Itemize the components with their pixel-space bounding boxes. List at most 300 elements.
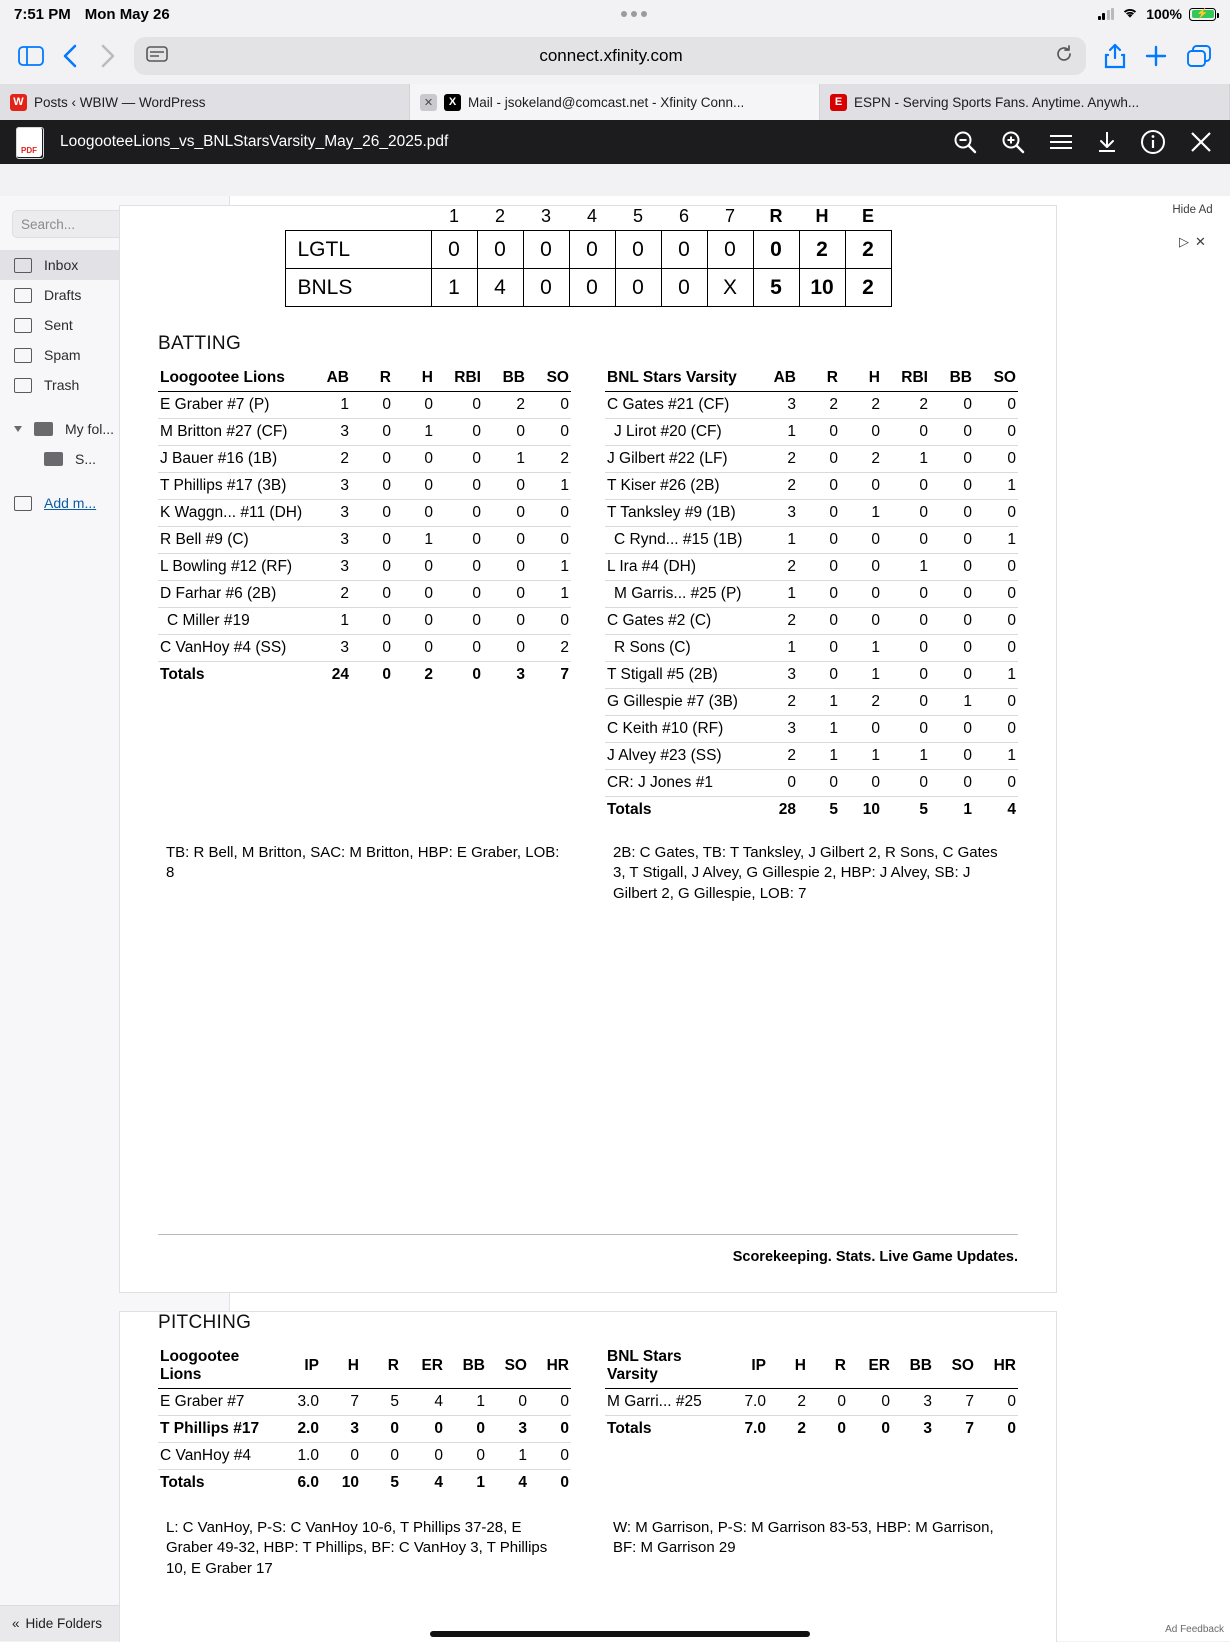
inning-header: 5 (632, 206, 643, 226)
stat-cell: 3.0 (277, 1389, 321, 1416)
stat-cell: 1 (754, 635, 798, 662)
pitcher-name: T Phillips #17 (158, 1416, 277, 1443)
trash-icon (14, 378, 32, 393)
stat-cell: 0 (840, 716, 882, 743)
sidebar-item-label: My fol... (65, 421, 115, 437)
totals-cell: 5 (798, 797, 840, 824)
pdf-scroll-area[interactable] (120, 196, 1056, 1641)
stat-cell: 0 (882, 689, 930, 716)
player-name: C Gates #21 (CF) (605, 392, 754, 419)
totals-cell: 3 (483, 662, 527, 689)
stat-cell: 0 (483, 635, 527, 662)
stat-cell: 0 (808, 1389, 848, 1416)
inning-runs: 0 (615, 231, 661, 269)
player-name: C VanHoy #4 (SS) (158, 635, 307, 662)
status-time: 7:51 PM (14, 5, 71, 23)
stat-cell: 0 (435, 419, 483, 446)
col-ip: IP (724, 1344, 768, 1389)
tab-close-icon[interactable]: ✕ (420, 94, 437, 111)
stat-cell: 0 (483, 554, 527, 581)
inning-runs: 1 (431, 269, 477, 307)
stat-cell: 0 (798, 608, 840, 635)
total-errors: 2 (845, 269, 891, 307)
stat-cell: 0 (401, 1443, 445, 1470)
player-name: T Tanksley #9 (1B) (605, 500, 754, 527)
stat-cell: 0 (393, 581, 435, 608)
stat-cell: 2 (754, 743, 798, 770)
stat-cell: 1 (527, 473, 571, 500)
stat-cell: 3 (487, 1416, 529, 1443)
player-name: J Lirot #20 (CF) (605, 419, 754, 446)
stat-cell: 0 (483, 473, 527, 500)
table-row (605, 473, 1018, 500)
wifi-icon (1121, 6, 1139, 22)
browser-tab-2[interactable] (820, 84, 1230, 120)
totals-row (605, 1416, 1018, 1443)
play-icon[interactable]: ▷ (1179, 234, 1190, 249)
stat-cell: 3 (307, 473, 351, 500)
stat-cell: 0 (976, 1389, 1018, 1416)
stat-cell: 0 (527, 500, 571, 527)
batting-notes-away (158, 843, 571, 904)
table-row (605, 743, 1018, 770)
stat-cell: 0 (798, 500, 840, 527)
team-name-header: Loogootee Lions (158, 1344, 277, 1389)
ad-panel (1155, 196, 1230, 1641)
zoom-in-icon[interactable] (1000, 129, 1026, 155)
sidebar-item-label: Sent (44, 317, 73, 333)
linescore-corner (285, 206, 431, 231)
stat-cell: 0 (435, 500, 483, 527)
stat-cell: 0 (435, 554, 483, 581)
table-row (605, 689, 1018, 716)
table-row (605, 554, 1018, 581)
stat-cell: 3 (754, 392, 798, 419)
add-mail-label: Add m... (44, 495, 97, 511)
totals-cell: 3 (892, 1416, 934, 1443)
reader-icon[interactable] (146, 45, 168, 67)
stat-cell: 0 (798, 662, 840, 689)
table-row (605, 1389, 1018, 1416)
stat-cell: 0 (848, 1389, 892, 1416)
ios-status-bar (0, 0, 1230, 28)
player-name: J Bauer #16 (1B) (158, 446, 307, 473)
stat-cell: 2 (840, 446, 882, 473)
stat-cell: 2 (768, 1389, 808, 1416)
notes-text: W: M Garrison, P-S: M Garrison 83-53, HBP: M Garrison, BF: M Garrison 29 (613, 1519, 994, 1557)
pitching-home-column (605, 1344, 1018, 1496)
stat-cell: 1 (930, 689, 974, 716)
col-rbi: RBI (882, 365, 930, 392)
sidebar-item-label: Drafts (44, 287, 82, 303)
stat-cell: 3 (754, 716, 798, 743)
linescore-header-row (285, 206, 891, 231)
stat-cell: 0 (351, 527, 393, 554)
table-row (605, 446, 1018, 473)
back-icon[interactable] (62, 43, 80, 69)
share-icon[interactable] (1104, 43, 1126, 69)
chevron-left-double-icon: « (12, 1616, 20, 1631)
dynamic-island-dots (170, 11, 1098, 17)
notes-text: TB: R Bell, M Britton, SAC: M Britton, HBP: E Graber, LOB: 8 (166, 844, 560, 882)
table-row (158, 473, 571, 500)
stat-cell: 7 (934, 1389, 976, 1416)
stat-cell: 0 (882, 635, 930, 662)
stat-cell: 0 (974, 689, 1018, 716)
totals-row (158, 662, 571, 689)
player-name: E Graber #7 (P) (158, 392, 307, 419)
col-h: H (393, 365, 435, 392)
stat-cell: 0 (974, 635, 1018, 662)
stat-cell: 0 (840, 581, 882, 608)
table-row (605, 581, 1018, 608)
stat-cell: 3 (307, 527, 351, 554)
cellular-signal-icon (1098, 8, 1115, 20)
sidebar-item-label: Inbox (44, 257, 79, 273)
close-icon[interactable] (1188, 129, 1214, 155)
totals-cell: 4 (401, 1470, 445, 1497)
totals-cell: 28 (754, 797, 798, 824)
tab-label: Mail - jsokeland@comcast.net - Xfinity Conn... (468, 94, 745, 110)
player-name: D Farhar #6 (2B) (158, 581, 307, 608)
stat-cell: 1 (754, 419, 798, 446)
stat-cell: 7 (321, 1389, 361, 1416)
col-bb: BB (930, 365, 974, 392)
pitcher-name: E Graber #7 (158, 1389, 277, 1416)
totals-cell: 1 (930, 797, 974, 824)
stat-cell: 0 (882, 662, 930, 689)
folder-icon (44, 452, 63, 466)
stat-cell: 3 (307, 419, 351, 446)
stat-cell: 0 (351, 392, 393, 419)
stat-cell: 0 (930, 500, 974, 527)
info-icon[interactable] (1140, 129, 1166, 155)
inning-runs: 4 (477, 269, 523, 307)
pitcher-name: C VanHoy #4 (158, 1443, 277, 1470)
inning-runs: X (707, 269, 753, 307)
spam-icon (14, 348, 32, 363)
player-name: T Phillips #17 (3B) (158, 473, 307, 500)
stat-cell: 0 (351, 635, 393, 662)
player-name: G Gillespie #7 (3B) (605, 689, 754, 716)
stat-cell: 1 (393, 419, 435, 446)
stat-cell: 0 (527, 527, 571, 554)
stat-cell: 0 (401, 1416, 445, 1443)
player-name: CR: J Jones #1 (605, 770, 754, 797)
batting-home-column (605, 365, 1018, 823)
stat-cell: 0 (393, 392, 435, 419)
table-row (158, 554, 571, 581)
stat-cell: 0 (882, 770, 930, 797)
stat-cell: 0 (754, 770, 798, 797)
inning-header: 1 (448, 206, 459, 226)
col-h: H (768, 1344, 808, 1389)
stat-cell: 1 (840, 662, 882, 689)
batting-table-home (605, 365, 1018, 823)
stat-cell: 1 (974, 527, 1018, 554)
table-row (605, 392, 1018, 419)
team-name-header: BNL Stars Varsity (605, 1344, 724, 1389)
stat-cell: 0 (487, 1389, 529, 1416)
stat-cell: 0 (974, 581, 1018, 608)
stat-cell: 0 (393, 446, 435, 473)
inning-runs: 0 (523, 269, 569, 307)
stat-cell: 2 (840, 392, 882, 419)
stat-cell: 0 (435, 608, 483, 635)
pitching-section-title: PITCHING (158, 1312, 252, 1333)
stat-cell: 0 (930, 554, 974, 581)
stat-cell: 0 (483, 500, 527, 527)
inning-header: 6 (678, 206, 689, 226)
stat-cell: 2.0 (277, 1416, 321, 1443)
stat-cell: 0 (351, 473, 393, 500)
col-h: H (840, 365, 882, 392)
pitching-notes-away (158, 1518, 571, 1579)
totals-label: Totals (605, 797, 754, 824)
totals-cell: 5 (882, 797, 930, 824)
envelope-icon (14, 258, 32, 273)
pdf-page-2 (120, 1312, 1056, 1642)
stat-cell: 2 (483, 392, 527, 419)
table-row (158, 1443, 571, 1470)
pitching-table-away (158, 1344, 571, 1496)
stat-cell: 0 (840, 608, 882, 635)
col-hr: HR (529, 1344, 571, 1389)
zoom-out-icon[interactable] (952, 129, 978, 155)
col-bb: BB (445, 1344, 487, 1389)
inning-runs: 0 (661, 269, 707, 307)
stat-cell: 0 (393, 608, 435, 635)
stat-cell: 2 (882, 392, 930, 419)
hide-folders-label: Hide Folders (25, 1616, 103, 1631)
total-runs: 5 (753, 269, 799, 307)
stat-cell: 0 (882, 500, 930, 527)
stat-cell: 0 (435, 635, 483, 662)
stat-cell: 0 (882, 608, 930, 635)
stat-cell: 0 (321, 1443, 361, 1470)
stat-cell: 0 (798, 581, 840, 608)
stat-cell: 3 (307, 635, 351, 662)
stat-cell: 0 (930, 446, 974, 473)
stat-cell: 0 (882, 419, 930, 446)
stat-cell: 0 (529, 1443, 571, 1470)
col-r: R (361, 1344, 401, 1389)
battery-percent: 100% (1146, 6, 1182, 22)
player-name: R Sons (C) (605, 635, 754, 662)
totals-cell: 4 (974, 797, 1018, 824)
stat-cell: 0 (351, 581, 393, 608)
col-r: R (351, 365, 393, 392)
menu-icon[interactable] (1048, 133, 1074, 151)
stat-cell: 1.0 (277, 1443, 321, 1470)
stat-cell: 1 (445, 1389, 487, 1416)
col-so: SO (487, 1344, 529, 1389)
address-bar[interactable] (134, 37, 1086, 75)
pdf-file-icon: PDF (16, 127, 42, 157)
stat-cell: 0 (930, 770, 974, 797)
stat-cell: 0 (930, 581, 974, 608)
total-hits: 2 (799, 231, 845, 269)
stat-cell: 1 (798, 716, 840, 743)
stat-cell: 1 (527, 554, 571, 581)
stat-cell: 3 (307, 500, 351, 527)
notes-text: 2B: C Gates, TB: T Tanksley, J Gilbert 2, R Sons, C Gates 3, T Stigall, J Alvey, G Gillespie 2, HBP: J Alvey, SB: J Gilbert 2, G Gillespie, LOB: 7 (613, 844, 998, 902)
stat-cell: 0 (798, 527, 840, 554)
new-tab-icon[interactable] (1144, 44, 1168, 68)
download-icon[interactable] (1096, 130, 1118, 154)
table-row (605, 500, 1018, 527)
stat-cell: 0 (882, 581, 930, 608)
batting-section-title: BATTING (158, 333, 242, 354)
stat-cell: 0 (974, 554, 1018, 581)
stat-cell: 0 (351, 446, 393, 473)
player-name: R Bell #9 (C) (158, 527, 307, 554)
chevron-down-icon[interactable] (14, 426, 22, 432)
totals-cell: 6.0 (277, 1470, 321, 1497)
stat-cell: 2 (527, 635, 571, 662)
col-er: ER (401, 1344, 445, 1389)
sidebar-item-label: Spam (44, 347, 81, 363)
col-hr: HR (976, 1344, 1018, 1389)
stat-cell: 0 (930, 392, 974, 419)
stat-cell: 1 (840, 500, 882, 527)
stat-cell: 0 (930, 527, 974, 554)
favicon-wordpress: W (10, 94, 27, 111)
envelope-icon (14, 496, 32, 511)
favicon-xfinity: X (444, 94, 461, 111)
stat-cell: 0 (527, 608, 571, 635)
col-bb: BB (892, 1344, 934, 1389)
stat-cell: 0 (930, 662, 974, 689)
team-name-header: Loogootee Lions (158, 365, 307, 392)
totals-cell: 1 (445, 1470, 487, 1497)
close-icon[interactable]: ✕ (1195, 234, 1206, 249)
col-er: ER (848, 1344, 892, 1389)
stat-cell: 1 (798, 743, 840, 770)
player-name: C Gates #2 (C) (605, 608, 754, 635)
stat-cell: 0 (882, 473, 930, 500)
stat-cell: 0 (529, 1389, 571, 1416)
stat-cell: 2 (754, 608, 798, 635)
team-name-header: BNL Stars Varsity (605, 365, 754, 392)
stat-cell: 0 (393, 635, 435, 662)
table-row (158, 446, 571, 473)
stat-cell: 0 (974, 419, 1018, 446)
stat-cell: 0 (798, 473, 840, 500)
stat-cell: 0 (798, 446, 840, 473)
team-abbr: LGTL (285, 231, 431, 269)
stat-cell: 1 (840, 635, 882, 662)
stat-cell: 3 (754, 500, 798, 527)
stat-cell: 0 (798, 554, 840, 581)
runs-header: R (769, 206, 783, 226)
stat-cell: 0 (445, 1416, 487, 1443)
notes-text: L: C VanHoy, P-S: C VanHoy 10-6, T Phillips 37-28, E Graber 49-32, HBP: T Phillips, BF: C VanHoy 3, T Phillips 10, E Graber 17 (166, 1519, 548, 1577)
totals-label: Totals (158, 1470, 277, 1497)
player-name: C Keith #10 (RF) (605, 716, 754, 743)
stat-cell: 2 (754, 473, 798, 500)
totals-cell: 0 (529, 1470, 571, 1497)
tab-strip (0, 84, 1230, 120)
reload-icon[interactable] (1054, 44, 1074, 68)
totals-cell: 7.0 (724, 1416, 768, 1443)
col-so: SO (934, 1344, 976, 1389)
col-so: SO (527, 365, 571, 392)
ad-feedback-label[interactable]: Ad Feedback (1165, 1624, 1224, 1635)
stat-cell: 5 (361, 1389, 401, 1416)
sidebar-item-label: Trash (44, 377, 80, 393)
stat-cell: 0 (930, 635, 974, 662)
col-ip: IP (277, 1344, 321, 1389)
horizontal-scrollbar[interactable] (430, 1631, 810, 1637)
total-errors: 2 (845, 231, 891, 269)
stat-cell: 0 (798, 770, 840, 797)
table-row (158, 392, 571, 419)
batting-notes-home (605, 843, 1018, 904)
inning-header: 4 (586, 206, 597, 226)
tab-overview-icon[interactable] (1186, 44, 1212, 68)
totals-cell: 2 (768, 1416, 808, 1443)
table-row (158, 527, 571, 554)
stat-cell: 0 (435, 581, 483, 608)
totals-row (605, 797, 1018, 824)
stat-cell: 0 (798, 419, 840, 446)
stat-cell: 0 (529, 1416, 571, 1443)
col-ab: AB (307, 365, 351, 392)
stat-cell: 0 (351, 500, 393, 527)
table-row (605, 716, 1018, 743)
stat-cell: 0 (974, 446, 1018, 473)
player-name: J Alvey #23 (SS) (605, 743, 754, 770)
linescore-row-away (285, 231, 891, 269)
inning-runs: 0 (569, 269, 615, 307)
stat-cell: 0 (351, 554, 393, 581)
stat-cell: 0 (974, 770, 1018, 797)
browser-tab-0[interactable] (0, 84, 410, 120)
battery-icon: ⚡ (1189, 8, 1216, 21)
stat-cell: 2 (840, 689, 882, 716)
stat-cell: 1 (840, 743, 882, 770)
stat-cell: 2 (307, 446, 351, 473)
stat-cell: 1 (882, 446, 930, 473)
totals-label: Totals (605, 1416, 724, 1443)
hide-ad-button[interactable]: Hide Ad (1172, 204, 1213, 216)
player-name: M Britton #27 (CF) (158, 419, 307, 446)
stat-cell: 0 (798, 635, 840, 662)
table-row (605, 608, 1018, 635)
stat-cell: 1 (974, 743, 1018, 770)
stat-cell: 0 (483, 581, 527, 608)
sidebar-icon[interactable] (18, 45, 44, 67)
table-row (605, 419, 1018, 446)
totals-cell: 5 (361, 1470, 401, 1497)
table-row (605, 770, 1018, 797)
stat-cell: 1 (754, 581, 798, 608)
player-name: J Gilbert #22 (LF) (605, 446, 754, 473)
hits-header: H (815, 206, 829, 226)
table-row (158, 608, 571, 635)
browser-tab-1[interactable] (410, 84, 820, 120)
stat-cell: 0 (393, 500, 435, 527)
stat-cell: 0 (393, 554, 435, 581)
table-row (158, 1416, 571, 1443)
stat-cell: 3 (754, 662, 798, 689)
linescore-row-home (285, 269, 891, 307)
footer-tagline: Scorekeeping. Stats. Live Game Updates. (732, 1248, 1018, 1265)
url-text[interactable]: connect.xfinity.com (539, 46, 683, 65)
table-row (158, 635, 571, 662)
col-r: R (798, 365, 840, 392)
